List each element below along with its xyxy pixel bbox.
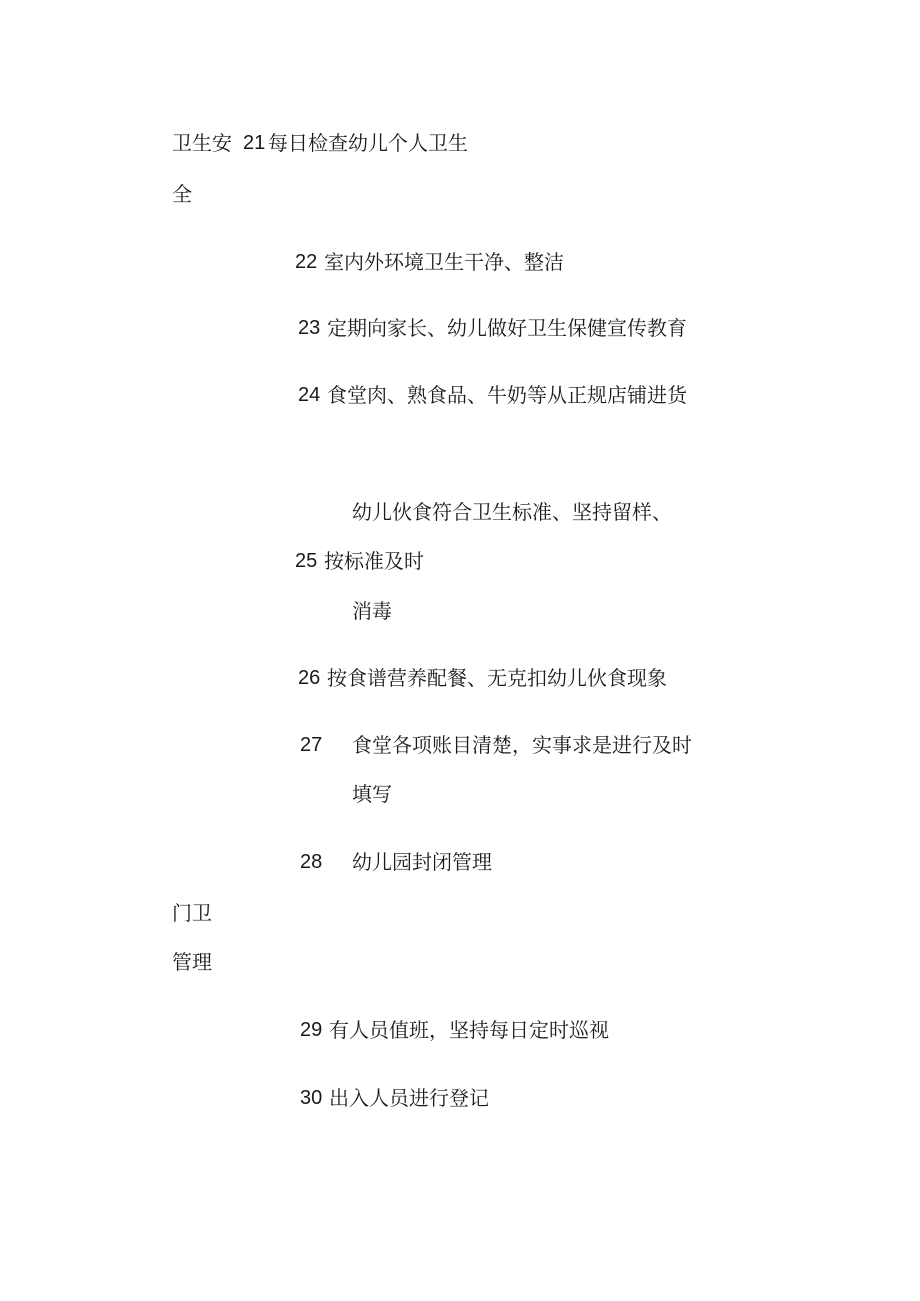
item-24-text: 食堂肉、熟食品、牛奶等从正规店铺进货 — [327, 383, 687, 407]
item-27-number: 27 — [300, 734, 323, 756]
item-28-number: 28 — [300, 851, 323, 873]
item-23-text: 定期向家长、幼儿做好卫生保健宣传教育 — [327, 316, 687, 340]
item-25-text-line1: 幼儿伙食符合卫生标准、坚持留样、 — [352, 500, 672, 524]
item-25-text-line2: 按标准及时 — [324, 549, 424, 573]
category-label-hygiene-line1: 卫生安 — [172, 131, 232, 155]
item-26-text: 按食谱营养配餐、无克扣幼儿伙食现象 — [327, 666, 667, 690]
item-30-text: 出入人员进行登记 — [329, 1086, 489, 1110]
item-30-number: 30 — [300, 1087, 323, 1109]
item-27-text-line1: 食堂各项账目清楚，实事求是进行及时 — [352, 733, 692, 757]
category-label-gate-line1: 门卫 — [172, 901, 212, 925]
item-26-number: 26 — [298, 667, 321, 689]
item-25-text-line3: 消毒 — [352, 599, 392, 623]
item-23-number: 23 — [298, 317, 321, 339]
item-29-number: 29 — [300, 1019, 323, 1041]
item-29-text: 有人员值班，坚持每日定时巡视 — [329, 1018, 609, 1042]
item-22-number: 22 — [295, 251, 318, 273]
item-21-text: 每日检查幼儿个人卫生 — [268, 131, 468, 155]
item-25-number: 25 — [295, 550, 318, 572]
item-24-number: 24 — [298, 384, 321, 406]
item-21-number: 21 — [243, 132, 266, 154]
category-label-hygiene-line2: 全 — [172, 182, 192, 206]
category-label-gate-line2: 管理 — [172, 950, 212, 974]
item-28-text: 幼儿园封闭管理 — [352, 850, 492, 874]
item-27-text-line2: 填写 — [352, 782, 392, 806]
item-22-text: 室内外环境卫生干净、整洁 — [324, 250, 564, 274]
